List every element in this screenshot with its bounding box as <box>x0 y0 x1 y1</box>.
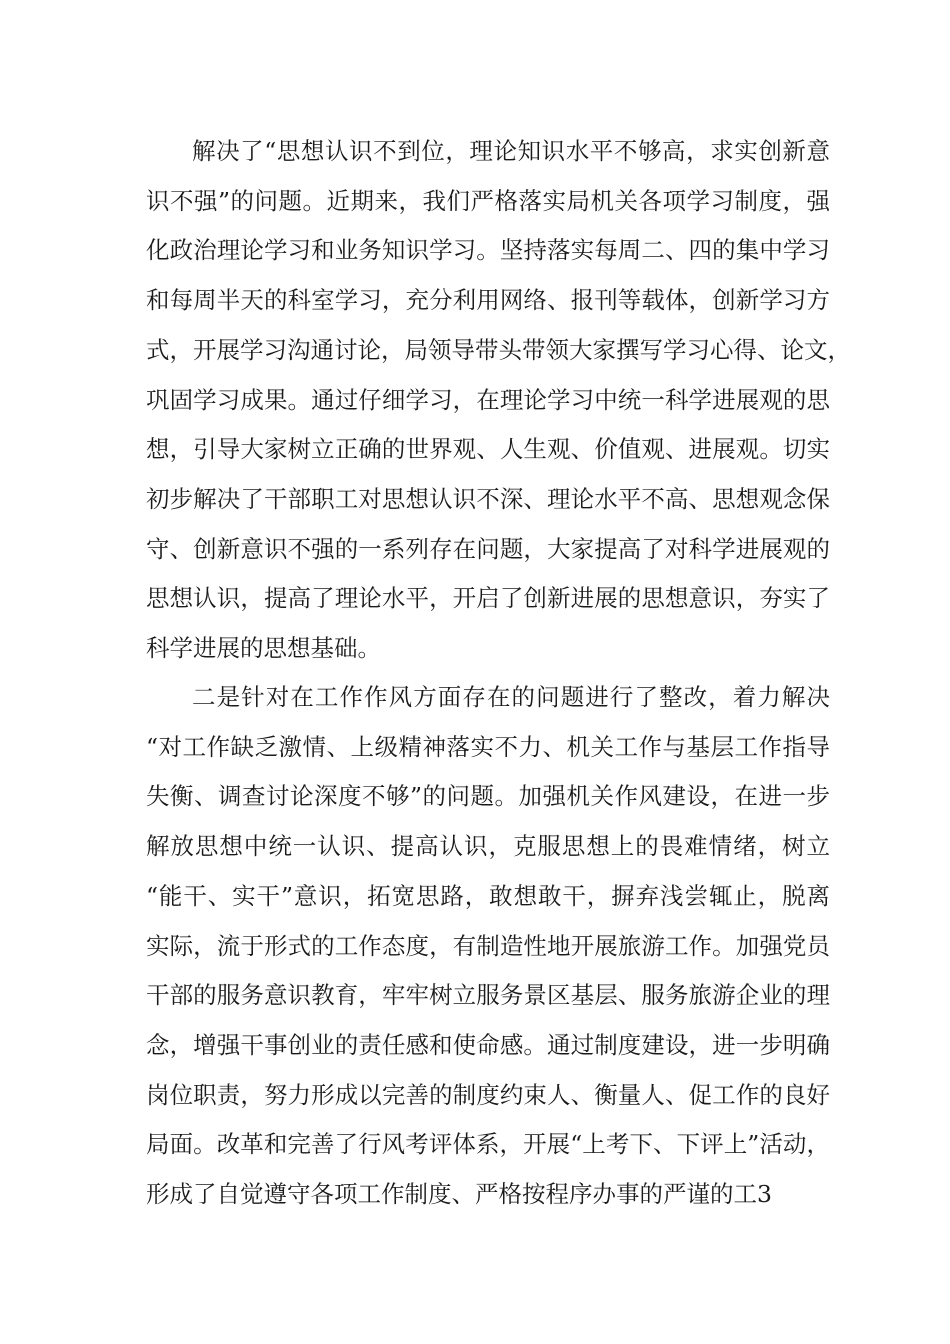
paragraph-line: 巩固学习成果。通过仔细学习，在理论学习中统一科学进展观的思 <box>146 385 830 414</box>
paragraph-line: 科学进展的思想基础。 <box>146 634 381 662</box>
paragraph-line: 局面。改革和完善了行风考评体系，开展“上考下、下评上”活动， <box>146 1130 830 1159</box>
paragraph-line: 二是针对在工作作风方面存在的问题进行了整改，着力解决 <box>192 683 830 711</box>
paragraph-line: 识不强”的问题。近期来，我们严格落实局机关各项学习制度，强 <box>146 186 830 215</box>
paragraph-line: 实际，流于形式的工作态度，有制造性地开展旅游工作。加强党员 <box>146 931 830 960</box>
paragraph-line: 干部的服务意识教育，牢牢树立服务景区基层、服务旅游企业的理 <box>146 981 830 1010</box>
paragraph-line: 想，引导大家树立正确的世界观、人生观、价值观、进展观。切实 <box>146 435 830 464</box>
paragraph-line: 化政治理论学习和业务知识学习。坚持落实每周二、四的集中学习 <box>146 236 830 265</box>
paragraph-line: “能干、实干”意识，拓宽思路，敢想敢干，摒弃浅尝辄止，脱离 <box>146 881 830 910</box>
paragraph-line: 念，增强干事创业的责任感和使命感。通过制度建设，进一步明确 <box>146 1030 830 1059</box>
paragraph-line: 和每周半天的科室学习，充分利用网络、报刊等载体，创新学习方 <box>146 286 830 315</box>
paragraph-line: 守、创新意识不强的一系列存在问题，大家提高了对科学进展观的 <box>146 534 830 563</box>
paragraph-line: “对工作缺乏激情、上级精神落实不力、机关工作与基层工作指导 <box>146 732 830 761</box>
paragraph-line: 思想认识，提高了理论水平，开启了创新进展的思想意识，夯实了 <box>146 584 830 613</box>
paragraph-line: 岗位职责，努力形成以完善的制度约束人、衡量人、促工作的良好 <box>146 1080 830 1109</box>
paragraph-line: 解放思想中统一认识、提高认识，克服思想上的畏难情绪，树立 <box>146 832 830 861</box>
paragraph-line: 形成了自觉遵守各项工作制度、严格按程序办事的严谨的工3 <box>146 1180 772 1208</box>
paragraph-line: 初步解决了干部职工对思想认识不深、理论水平不高、思想观念保 <box>146 484 830 513</box>
paragraph-line: 失衡、调查讨论深度不够”的问题。加强机关作风建设，在进一步 <box>146 782 830 811</box>
paragraph-line: 式，开展学习沟通讨论，局领导带头带领大家撰写学习心得、论文， <box>146 335 851 364</box>
paragraph-line: 解决了“思想认识不到位，理论知识水平不够高，求实创新意 <box>192 137 830 165</box>
